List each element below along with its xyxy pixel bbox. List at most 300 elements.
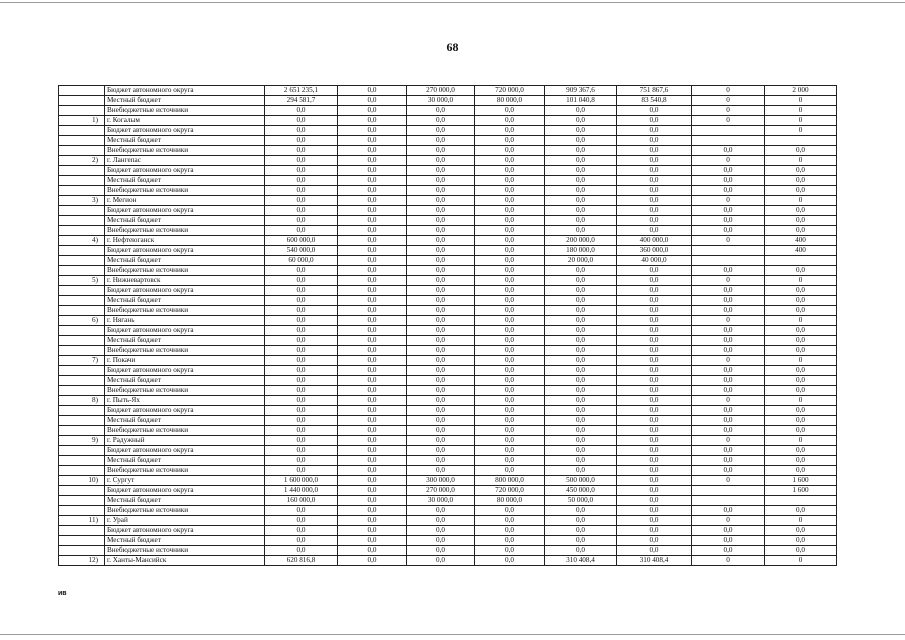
row-label-cell: г. Урай <box>105 516 265 526</box>
value-cell: 0,0 <box>265 296 338 306</box>
row-label-cell: Внебюджетные источники <box>105 306 265 316</box>
table-row <box>59 216 837 226</box>
value-cell: 0,0 <box>338 276 407 286</box>
value-cell: 0,0 <box>338 526 407 536</box>
value-cell: 0,0 <box>407 546 475 556</box>
value-cell: 0,0 <box>407 326 475 336</box>
row-label-cell: г. Пыть-Ях <box>105 396 265 406</box>
value-cell: 0,0 <box>545 446 617 456</box>
row-label-cell: Внебюджетные источники <box>105 426 265 436</box>
value-cell: 0,0 <box>475 296 545 306</box>
value-cell: 0,0 <box>545 386 617 396</box>
table-row <box>59 156 837 166</box>
table-row <box>59 136 837 146</box>
value-cell: 0,0 <box>475 116 545 126</box>
row-index-cell <box>59 286 105 296</box>
row-label-cell: Внебюджетные источники <box>105 466 265 476</box>
value-cell: 0,0 <box>545 116 617 126</box>
value-cell: 0,0 <box>617 126 692 136</box>
value-cell: 0,0 <box>765 146 837 156</box>
row-label-cell: Бюджет автономного округа <box>105 126 265 136</box>
value-cell: 0,0 <box>545 406 617 416</box>
table-row <box>59 426 837 436</box>
row-index-cell <box>59 326 105 336</box>
table-row <box>59 496 837 506</box>
value-cell: 0,0 <box>617 326 692 336</box>
row-index-cell <box>59 106 105 116</box>
value-cell: 0,0 <box>475 506 545 516</box>
value-cell: 0,0 <box>545 426 617 436</box>
value-cell: 0,0 <box>545 466 617 476</box>
value-cell: 0,0 <box>265 406 338 416</box>
value-cell: 0,0 <box>692 386 765 396</box>
value-cell: 30 000,0 <box>407 496 475 506</box>
value-cell: 0,0 <box>475 176 545 186</box>
value-cell: 0,0 <box>475 146 545 156</box>
value-cell: 600 000,0 <box>265 236 338 246</box>
row-index-cell: 12) <box>59 556 105 566</box>
value-cell: 0 <box>692 196 765 206</box>
value-cell <box>765 496 837 506</box>
page-number: 68 <box>446 40 459 54</box>
value-cell: 0,0 <box>765 206 837 216</box>
value-cell: 0,0 <box>265 126 338 136</box>
row-label-cell: Местный бюджет <box>105 136 265 146</box>
table-row <box>59 106 837 116</box>
row-index-cell: 11) <box>59 516 105 526</box>
value-cell: 0,0 <box>265 416 338 426</box>
value-cell: 0,0 <box>407 506 475 516</box>
value-cell: 2 000 <box>765 86 837 96</box>
value-cell: 0,0 <box>545 136 617 146</box>
value-cell: 0,0 <box>265 176 338 186</box>
value-cell: 0,0 <box>407 396 475 406</box>
table-row <box>59 176 837 186</box>
value-cell: 0,0 <box>765 386 837 396</box>
row-index-cell <box>59 416 105 426</box>
value-cell: 0,0 <box>265 466 338 476</box>
value-cell: 0,0 <box>407 296 475 306</box>
table-row <box>59 546 837 556</box>
value-cell: 0,0 <box>475 456 545 466</box>
table-row <box>59 366 837 376</box>
row-index-cell <box>59 336 105 346</box>
value-cell: 0,0 <box>407 236 475 246</box>
value-cell: 0 <box>692 316 765 326</box>
value-cell: 0,0 <box>765 466 837 476</box>
value-cell: 0,0 <box>475 446 545 456</box>
value-cell: 0,0 <box>338 436 407 446</box>
value-cell: 0,0 <box>475 246 545 256</box>
table-row <box>59 476 837 486</box>
value-cell: 0,0 <box>265 356 338 366</box>
value-cell: 0,0 <box>265 206 338 216</box>
table-row <box>59 356 837 366</box>
scan-edge-top <box>0 2 905 3</box>
value-cell: 0,0 <box>338 466 407 476</box>
value-cell: 0,0 <box>692 286 765 296</box>
row-label-cell: г. Ханты-Мансийск <box>105 556 265 566</box>
row-label-cell: Бюджет автономного округа <box>105 166 265 176</box>
value-cell: 0 <box>765 116 837 126</box>
value-cell: 0,0 <box>338 486 407 496</box>
table-body <box>59 86 837 566</box>
value-cell: 0,0 <box>338 196 407 206</box>
value-cell: 0 <box>765 96 837 106</box>
value-cell: 360 000,0 <box>617 246 692 256</box>
value-cell: 0,0 <box>617 116 692 126</box>
value-cell: 0,0 <box>265 266 338 276</box>
value-cell: 0 <box>692 396 765 406</box>
value-cell: 0,0 <box>475 196 545 206</box>
value-cell: 0,0 <box>475 526 545 536</box>
value-cell: 1 600 <box>765 476 837 486</box>
table-row <box>59 386 837 396</box>
value-cell: 0,0 <box>407 346 475 356</box>
table-row <box>59 96 837 106</box>
row-label-cell: Местный бюджет <box>105 216 265 226</box>
row-index-cell <box>59 186 105 196</box>
value-cell: 0,0 <box>265 446 338 456</box>
value-cell: 0 <box>765 126 837 136</box>
value-cell: 0,0 <box>475 356 545 366</box>
value-cell: 0 <box>692 556 765 566</box>
value-cell: 0,0 <box>475 406 545 416</box>
value-cell: 720 000,0 <box>475 486 545 496</box>
value-cell: 0 <box>692 106 765 116</box>
row-label-cell: Местный бюджет <box>105 376 265 386</box>
value-cell: 0,0 <box>338 536 407 546</box>
value-cell: 0,0 <box>692 446 765 456</box>
table-row <box>59 286 837 296</box>
value-cell: 0,0 <box>265 346 338 356</box>
value-cell: 0,0 <box>692 166 765 176</box>
value-cell: 40 000,0 <box>617 256 692 266</box>
row-index-cell: 1) <box>59 116 105 126</box>
value-cell: 0,0 <box>692 466 765 476</box>
value-cell: 0,0 <box>617 216 692 226</box>
value-cell: 0,0 <box>265 376 338 386</box>
value-cell: 0,0 <box>475 266 545 276</box>
value-cell: 0,0 <box>545 346 617 356</box>
value-cell: 0,0 <box>338 316 407 326</box>
value-cell: 0,0 <box>338 266 407 276</box>
value-cell: 0,0 <box>765 376 837 386</box>
value-cell: 0,0 <box>265 166 338 176</box>
value-cell: 0,0 <box>475 276 545 286</box>
table-row <box>59 486 837 496</box>
value-cell: 0,0 <box>545 536 617 546</box>
value-cell <box>692 136 765 146</box>
value-cell: 0,0 <box>765 266 837 276</box>
value-cell: 0,0 <box>545 506 617 516</box>
value-cell: 80 000,0 <box>475 496 545 506</box>
value-cell: 0,0 <box>338 166 407 176</box>
value-cell: 0,0 <box>617 506 692 516</box>
value-cell: 0,0 <box>617 206 692 216</box>
value-cell: 0 <box>692 516 765 526</box>
value-cell: 0,0 <box>475 326 545 336</box>
table-row <box>59 166 837 176</box>
value-cell: 0,0 <box>265 546 338 556</box>
value-cell: 0,0 <box>692 416 765 426</box>
value-cell: 0,0 <box>545 326 617 336</box>
table-row <box>59 376 837 386</box>
value-cell: 0,0 <box>338 296 407 306</box>
table-row <box>59 316 837 326</box>
value-cell: 160 000,0 <box>265 496 338 506</box>
value-cell: 0,0 <box>617 356 692 366</box>
value-cell: 0,0 <box>545 546 617 556</box>
value-cell: 0,0 <box>475 306 545 316</box>
value-cell: 1 600 <box>765 486 837 496</box>
value-cell: 0,0 <box>617 486 692 496</box>
table-row <box>59 296 837 306</box>
row-index-cell: 8) <box>59 396 105 406</box>
value-cell: 0,0 <box>475 396 545 406</box>
row-label-cell: Бюджет автономного округа <box>105 406 265 416</box>
value-cell: 0,0 <box>407 116 475 126</box>
value-cell: 0,0 <box>475 366 545 376</box>
row-index-cell <box>59 506 105 516</box>
value-cell: 0,0 <box>407 156 475 166</box>
value-cell: 0,0 <box>617 546 692 556</box>
row-label-cell: Бюджет автономного округа <box>105 326 265 336</box>
value-cell: 0,0 <box>692 376 765 386</box>
value-cell: 0,0 <box>407 306 475 316</box>
row-index-cell <box>59 256 105 266</box>
value-cell: 0,0 <box>545 166 617 176</box>
row-index-cell <box>59 246 105 256</box>
value-cell: 0,0 <box>407 246 475 256</box>
row-label-cell: Внебюджетные источники <box>105 106 265 116</box>
row-index-cell <box>59 226 105 236</box>
row-index-cell <box>59 296 105 306</box>
row-index-cell <box>59 366 105 376</box>
value-cell: 0,0 <box>617 276 692 286</box>
value-cell: 0,0 <box>765 176 837 186</box>
value-cell: 0,0 <box>475 516 545 526</box>
value-cell: 0,0 <box>407 406 475 416</box>
value-cell <box>765 136 837 146</box>
value-cell: 0,0 <box>617 306 692 316</box>
row-index-cell <box>59 166 105 176</box>
value-cell: 0,0 <box>765 366 837 376</box>
row-label-cell: Бюджет автономного округа <box>105 286 265 296</box>
value-cell: 0,0 <box>765 506 837 516</box>
value-cell: 0,0 <box>475 216 545 226</box>
row-label-cell: Местный бюджет <box>105 496 265 506</box>
value-cell: 0,0 <box>765 406 837 416</box>
value-cell: 0,0 <box>617 186 692 196</box>
value-cell: 0,0 <box>692 536 765 546</box>
row-index-cell <box>59 86 105 96</box>
row-label-cell: Местный бюджет <box>105 536 265 546</box>
table-row <box>59 446 837 456</box>
value-cell: 0,0 <box>407 146 475 156</box>
row-label-cell: Местный бюджет <box>105 176 265 186</box>
table-row <box>59 246 837 256</box>
row-label-cell: Внебюджетные источники <box>105 386 265 396</box>
value-cell: 0,0 <box>765 296 837 306</box>
value-cell: 0 <box>765 106 837 116</box>
row-index-cell <box>59 486 105 496</box>
value-cell: 270 000,0 <box>407 486 475 496</box>
value-cell: 0,0 <box>617 146 692 156</box>
row-index-cell <box>59 126 105 136</box>
value-cell: 0,0 <box>407 316 475 326</box>
value-cell: 0,0 <box>765 336 837 346</box>
value-cell: 0,0 <box>617 156 692 166</box>
row-label-cell: г. Нефтеюганск <box>105 236 265 246</box>
value-cell: 0,0 <box>338 306 407 316</box>
value-cell: 0,0 <box>407 206 475 216</box>
value-cell: 0,0 <box>265 516 338 526</box>
row-index-cell <box>59 536 105 546</box>
table-row <box>59 206 837 216</box>
value-cell: 0,0 <box>265 366 338 376</box>
value-cell: 310 408,4 <box>617 556 692 566</box>
value-cell: 0,0 <box>475 106 545 116</box>
value-cell: 0,0 <box>545 306 617 316</box>
value-cell <box>692 246 765 256</box>
row-index-cell: 3) <box>59 196 105 206</box>
value-cell: 0,0 <box>617 526 692 536</box>
value-cell: 0,0 <box>475 436 545 446</box>
value-cell: 0,0 <box>475 416 545 426</box>
value-cell: 0,0 <box>338 446 407 456</box>
value-cell: 0,0 <box>265 526 338 536</box>
value-cell: 0,0 <box>475 466 545 476</box>
value-cell: 1 600 000,0 <box>265 476 338 486</box>
value-cell: 0,0 <box>765 286 837 296</box>
row-label-cell: Бюджет автономного округа <box>105 246 265 256</box>
value-cell: 0,0 <box>692 146 765 156</box>
value-cell: 0,0 <box>338 86 407 96</box>
row-index-cell <box>59 426 105 436</box>
value-cell: 0,0 <box>617 386 692 396</box>
value-cell: 0,0 <box>265 306 338 316</box>
row-index-cell: 2) <box>59 156 105 166</box>
value-cell: 0,0 <box>545 176 617 186</box>
row-label-cell: г. Сургут <box>105 476 265 486</box>
row-label-cell: Внебюджетные источники <box>105 146 265 156</box>
value-cell: 0,0 <box>407 556 475 566</box>
row-index-cell: 9) <box>59 436 105 446</box>
table-row <box>59 466 837 476</box>
value-cell: 0 <box>765 356 837 366</box>
value-cell: 0,0 <box>617 416 692 426</box>
value-cell: 0,0 <box>265 506 338 516</box>
value-cell: 0,0 <box>265 186 338 196</box>
value-cell: 0,0 <box>545 316 617 326</box>
value-cell: 0,0 <box>338 366 407 376</box>
value-cell: 0,0 <box>692 326 765 336</box>
value-cell: 0 <box>692 86 765 96</box>
value-cell: 270 000,0 <box>407 86 475 96</box>
row-index-cell: 5) <box>59 276 105 286</box>
row-index-cell: 4) <box>59 236 105 246</box>
value-cell: 0,0 <box>545 416 617 426</box>
row-index-cell <box>59 526 105 536</box>
value-cell: 0,0 <box>475 226 545 236</box>
value-cell: 0,0 <box>338 286 407 296</box>
value-cell: 0,0 <box>265 216 338 226</box>
row-index-cell <box>59 496 105 506</box>
value-cell: 0,0 <box>692 406 765 416</box>
value-cell: 0,0 <box>692 336 765 346</box>
value-cell: 0,0 <box>692 346 765 356</box>
value-cell: 0,0 <box>338 506 407 516</box>
value-cell: 0,0 <box>338 556 407 566</box>
value-cell: 0,0 <box>475 126 545 136</box>
value-cell: 0,0 <box>338 406 407 416</box>
value-cell: 0,0 <box>765 346 837 356</box>
value-cell: 101 040,8 <box>545 96 617 106</box>
value-cell: 0,0 <box>407 226 475 236</box>
value-cell: 0,0 <box>617 406 692 416</box>
value-cell: 0,0 <box>338 256 407 266</box>
value-cell: 0,0 <box>617 496 692 506</box>
value-cell: 0,0 <box>545 296 617 306</box>
value-cell: 0,0 <box>338 356 407 366</box>
value-cell: 450 000,0 <box>545 486 617 496</box>
value-cell: 0,0 <box>407 166 475 176</box>
value-cell: 0 <box>765 396 837 406</box>
value-cell: 0,0 <box>545 376 617 386</box>
value-cell: 0,0 <box>407 286 475 296</box>
value-cell: 0,0 <box>265 106 338 116</box>
value-cell: 0,0 <box>338 336 407 346</box>
value-cell: 0,0 <box>765 166 837 176</box>
value-cell: 620 816,8 <box>265 556 338 566</box>
value-cell: 0,0 <box>475 136 545 146</box>
value-cell: 0,0 <box>475 236 545 246</box>
value-cell: 83 540,8 <box>617 96 692 106</box>
value-cell: 0,0 <box>692 506 765 516</box>
table-row <box>59 346 837 356</box>
value-cell: 0,0 <box>407 186 475 196</box>
value-cell: 0,0 <box>617 266 692 276</box>
row-label-cell: г. Когалым <box>105 116 265 126</box>
value-cell: 0,0 <box>617 176 692 186</box>
value-cell: 0,0 <box>545 146 617 156</box>
value-cell: 0,0 <box>765 546 837 556</box>
value-cell: 0,0 <box>407 256 475 266</box>
value-cell: 0,0 <box>765 226 837 236</box>
value-cell: 0,0 <box>475 206 545 216</box>
row-label-cell: Местный бюджет <box>105 96 265 106</box>
value-cell: 0,0 <box>475 166 545 176</box>
value-cell: 0,0 <box>338 176 407 186</box>
value-cell: 0,0 <box>545 216 617 226</box>
row-index-cell <box>59 406 105 416</box>
value-cell: 0,0 <box>338 476 407 486</box>
table-row <box>59 306 837 316</box>
row-index-cell <box>59 176 105 186</box>
value-cell: 0,0 <box>617 196 692 206</box>
value-cell: 0,0 <box>407 466 475 476</box>
value-cell: 0,0 <box>765 536 837 546</box>
table-row <box>59 186 837 196</box>
table-row <box>59 236 837 246</box>
value-cell: 0,0 <box>545 276 617 286</box>
row-index-cell <box>59 216 105 226</box>
table-row <box>59 116 837 126</box>
row-label-cell: Внебюджетные источники <box>105 226 265 236</box>
value-cell: 0,0 <box>265 196 338 206</box>
value-cell: 0,0 <box>765 326 837 336</box>
